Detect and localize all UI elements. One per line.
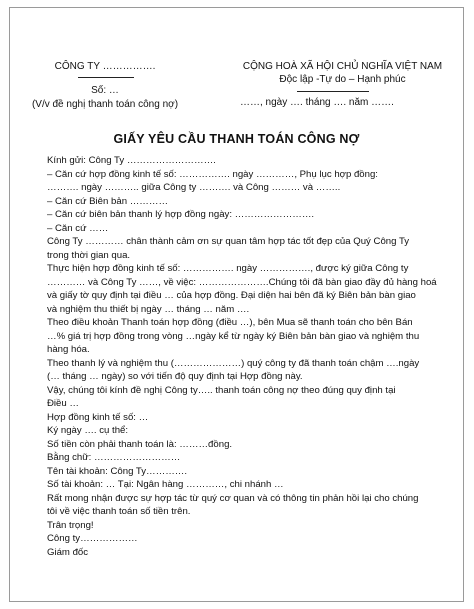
- body-line: Tên tài khoản: Công Ty………….: [47, 465, 188, 477]
- body-line: – Căn cứ Biên bản …………: [47, 195, 169, 207]
- body-line: Số tiền còn phải thanh toán là: ………đồng.: [47, 438, 233, 450]
- body-line: Ký ngày …. cụ thể:: [47, 425, 129, 436]
- body-line: ………… và Công Ty ……, về việc: ………………….Chúng tôi đã bàn giao đầy đủ hàng hoá: [47, 276, 437, 288]
- body-line: Vậy, chúng tôi kính đề nghị Công ty….. thanh toán công nợ theo đúng quy định tại: [47, 384, 396, 396]
- body-line: và nghiệm thu thiết bị ngày … tháng … năm ….: [47, 303, 250, 315]
- document-body: [47, 154, 442, 559]
- body-line: Giám đốc: [47, 546, 89, 558]
- body-line: Theo thanh lý và nghiệm thu (…………………) quý công ty đã thanh toán chậm ….ngày: [47, 357, 420, 369]
- body-line: Thực hiện hợp đồng kinh tế số: ……………. ngày ……………., được ký giữa Công ty: [47, 263, 409, 274]
- body-line: Rất mong nhận được sự hợp tác từ quý cơ quan và có thông tin phản hồi lại cho chúng: [47, 492, 419, 504]
- document-subject: (V/v đề nghị thanh toán công nợ): [31, 99, 179, 110]
- body-line: và giấy tờ quy định tại điều … của hợp đồng. Đại diện hai bên đã ký Biên bản bàn giao: [47, 290, 416, 301]
- body-line: ………. ngày ……….. giữa Công ty ………. và Công ……… và ……..: [47, 182, 341, 193]
- body-line: Số tài khoản: … Tại: Ngân hàng …………, chi nhánh …: [47, 479, 284, 490]
- body-line: Điều …: [47, 398, 79, 409]
- body-line: – Căn cứ biên bản thanh lý hợp đồng ngày: …………………….: [47, 209, 315, 220]
- body-line: Bằng chữ: ………………………: [47, 452, 181, 463]
- company-name: CÔNG TY …………….: [54, 61, 156, 72]
- nation-motto: Độc lập -Tự do – Hạnh phúc: [279, 74, 406, 85]
- body-line: hàng hóa.: [47, 344, 90, 355]
- body-line: Công Ty ………… chân thành cảm ơn sự quan tâm hợp tác tốt đẹp của Quý Công Ty: [47, 236, 410, 247]
- body-line: Trân trọng!: [47, 519, 94, 531]
- body-line: …% giá trị hợp đồng trong vòng …ngày kể từ ngày ký Biên bản bàn giao và nghiệm thu: [47, 330, 420, 342]
- body-line: tôi về việc thanh toán số tiền trên.: [47, 506, 191, 517]
- body-line: (… tháng … ngày) so với tiến độ quy định tại Hợp đồng này.: [47, 371, 303, 382]
- body-line: Theo điều khoản Thanh toán hợp đồng (điều …), bên Mua sẽ thanh toán cho bên Bán: [47, 317, 413, 328]
- body-line: – Căn cứ ……: [47, 222, 109, 234]
- body-line: – Căn cứ hợp đồng kinh tế số: ……………. ngày …………, Phụ lục hợp đồng:: [47, 168, 378, 180]
- document-date: ……, ngày …. tháng …. năm …….: [240, 97, 394, 108]
- nation-title: CỘNG HOÀ XÃ HỘI CHỦ NGHĨA VIỆT NAM: [242, 61, 443, 72]
- company-underline: [78, 77, 134, 78]
- body-line: trong thời gian qua.: [47, 249, 131, 261]
- document-number: Số: …: [91, 85, 119, 96]
- document-page: [9, 7, 464, 602]
- body-line: Kính gửi: Công Ty ……………………….: [47, 155, 216, 166]
- document-header: [10, 8, 463, 118]
- body-line: Công ty………………: [47, 533, 138, 544]
- document-title: GIẤY YÊU CẦU THANH TOÁN CÔNG NỢ: [113, 132, 360, 146]
- motto-underline: [297, 91, 369, 92]
- body-line: Hợp đồng kinh tế số: …: [47, 411, 149, 423]
